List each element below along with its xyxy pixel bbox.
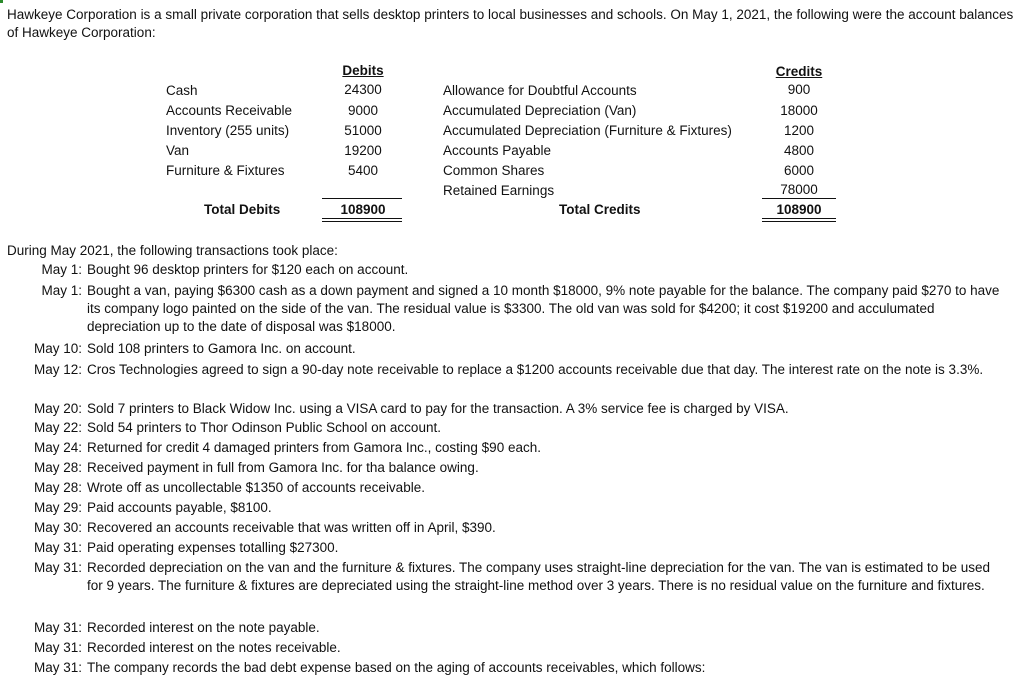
debit-amount: 5400 [347,163,379,178]
transaction-text: Wrote off as uncollectable $1350 of accounts receivable. [87,480,425,495]
debit-amount: 24300 [344,82,382,97]
debit-account: Furniture & Fixtures [166,163,285,178]
transaction-text: Recorded interest on the notes receivable. [87,640,341,655]
credit-amount: 900 [787,82,811,97]
corner-marker [0,0,3,3]
transaction-text: Paid operating expenses totalling $27300. [87,540,339,555]
transaction-text: Sold 54 printers to Thor Odinson Public School on account. [87,420,441,435]
transaction-text: Bought a van, paying $6300 cash as a down payment and signed a 10 month $18000, 9% note payable for the balance. The company paid $270 to have its company logo painted on the side of the van. The residual value is $3300. The old van was sold for $4200; it cost $19200 and acculumated depreciation up to the date of disposal was $18000. [87,283,1000,334]
intro-paragraph: Hawkeye Corporation is a small private corporation that sells desktop printers to local businesses and schools. On May 1, 2021, the following were the account balances of Hawkeye Corporation: [7,7,1014,40]
credits-sum-line [762,198,836,199]
transactions-heading: During May 2021, the following transactions took place: [7,243,338,258]
debits-double-underline [322,218,402,222]
transaction-text: Recorded interest on the note payable. [87,620,320,635]
credit-amount: 18000 [780,103,818,118]
credit-account: Accounts Payable [443,143,552,158]
debit-amount: 9000 [347,103,379,118]
transaction-text: Received payment in full from Gamora Inc. for tha balance owing. [87,460,479,475]
credits-double-underline [762,218,836,222]
total-debits-amount: 108900 [340,202,386,217]
transaction-date: May 12: [33,362,82,377]
transaction-text: Sold 7 printers to Black Widow Inc. using a VISA card to pay for the transaction. A 3% service fee is charged by VISA. [87,401,789,416]
credit-account: Common Shares [443,163,545,178]
transaction-date: May 24: [33,440,82,455]
transaction-date: May 30: [33,520,82,535]
credit-amount: 78000 [780,182,818,197]
transaction-text: Cros Technologies agreed to sign a 90-day note receivable to replace a $1200 accounts receivable due that day. The interest rate on the note is 3.3%. [87,362,984,377]
transaction-date: May 29: [33,500,82,515]
transaction-date: May 31: [33,560,82,575]
transaction-date: May 28: [33,480,82,495]
transaction-date: May 31: [33,540,82,555]
transaction-date: May 28: [33,460,82,475]
debit-amount: 51000 [344,123,382,138]
transaction-date: May 1: [41,262,82,277]
debits-sum-line [322,198,402,199]
debit-account: Van [166,143,190,158]
credit-account: Retained Earnings [443,183,555,198]
credit-amount: 4800 [783,143,815,158]
transaction-text: Sold 108 printers to Gamora Inc. on account. [87,341,356,356]
transaction-date: May 20: [33,401,82,416]
transaction-date: May 1: [41,283,82,298]
debit-account: Accounts Receivable [166,103,293,118]
transaction-text: The company records the bad debt expense based on the aging of accounts receivables, which follows: [87,660,706,675]
transaction-text: Returned for credit 4 damaged printers from Gamora Inc., costing $90 each. [87,440,541,455]
debit-amount: 19200 [344,143,382,158]
transaction-date: May 10: [33,341,82,356]
debits-header: Debits [342,63,384,78]
transaction-text: Bought 96 desktop printers for $120 each on account. [87,262,409,277]
transaction-date: May 31: [33,620,82,635]
transaction-date: May 31: [33,660,82,675]
transaction-text: Recorded depreciation on the van and the furniture & fixtures. The company uses straight-line depreciation for the van. The van is estimated to be used for 9 years. The furniture & fixtures are depreciated using the straight-line method over 3 years. There is no residual value on the furniture and fixtures. [87,560,991,593]
credit-amount: 6000 [783,163,815,178]
total-credits-label: Total Credits [559,202,641,217]
total-credits-amount: 108900 [776,202,822,217]
debit-account: Inventory (255 units) [166,123,290,138]
credit-amount: 1200 [783,123,815,138]
credits-header: Credits [775,64,823,79]
debit-account: Cash [166,83,198,98]
credit-account: Allowance for Doubtful Accounts [443,83,637,98]
transaction-text: Paid accounts payable, $8100. [87,500,272,515]
credit-account: Accumulated Depreciation (Van) [443,103,637,118]
transaction-date: May 22: [33,420,82,435]
transaction-date: May 31: [33,640,82,655]
transaction-text: Recovered an accounts receivable that was written off in April, $390. [87,520,496,535]
total-debits-label: Total Debits [204,202,281,217]
credit-account: Accumulated Depreciation (Furniture & Fixtures) [443,123,732,138]
